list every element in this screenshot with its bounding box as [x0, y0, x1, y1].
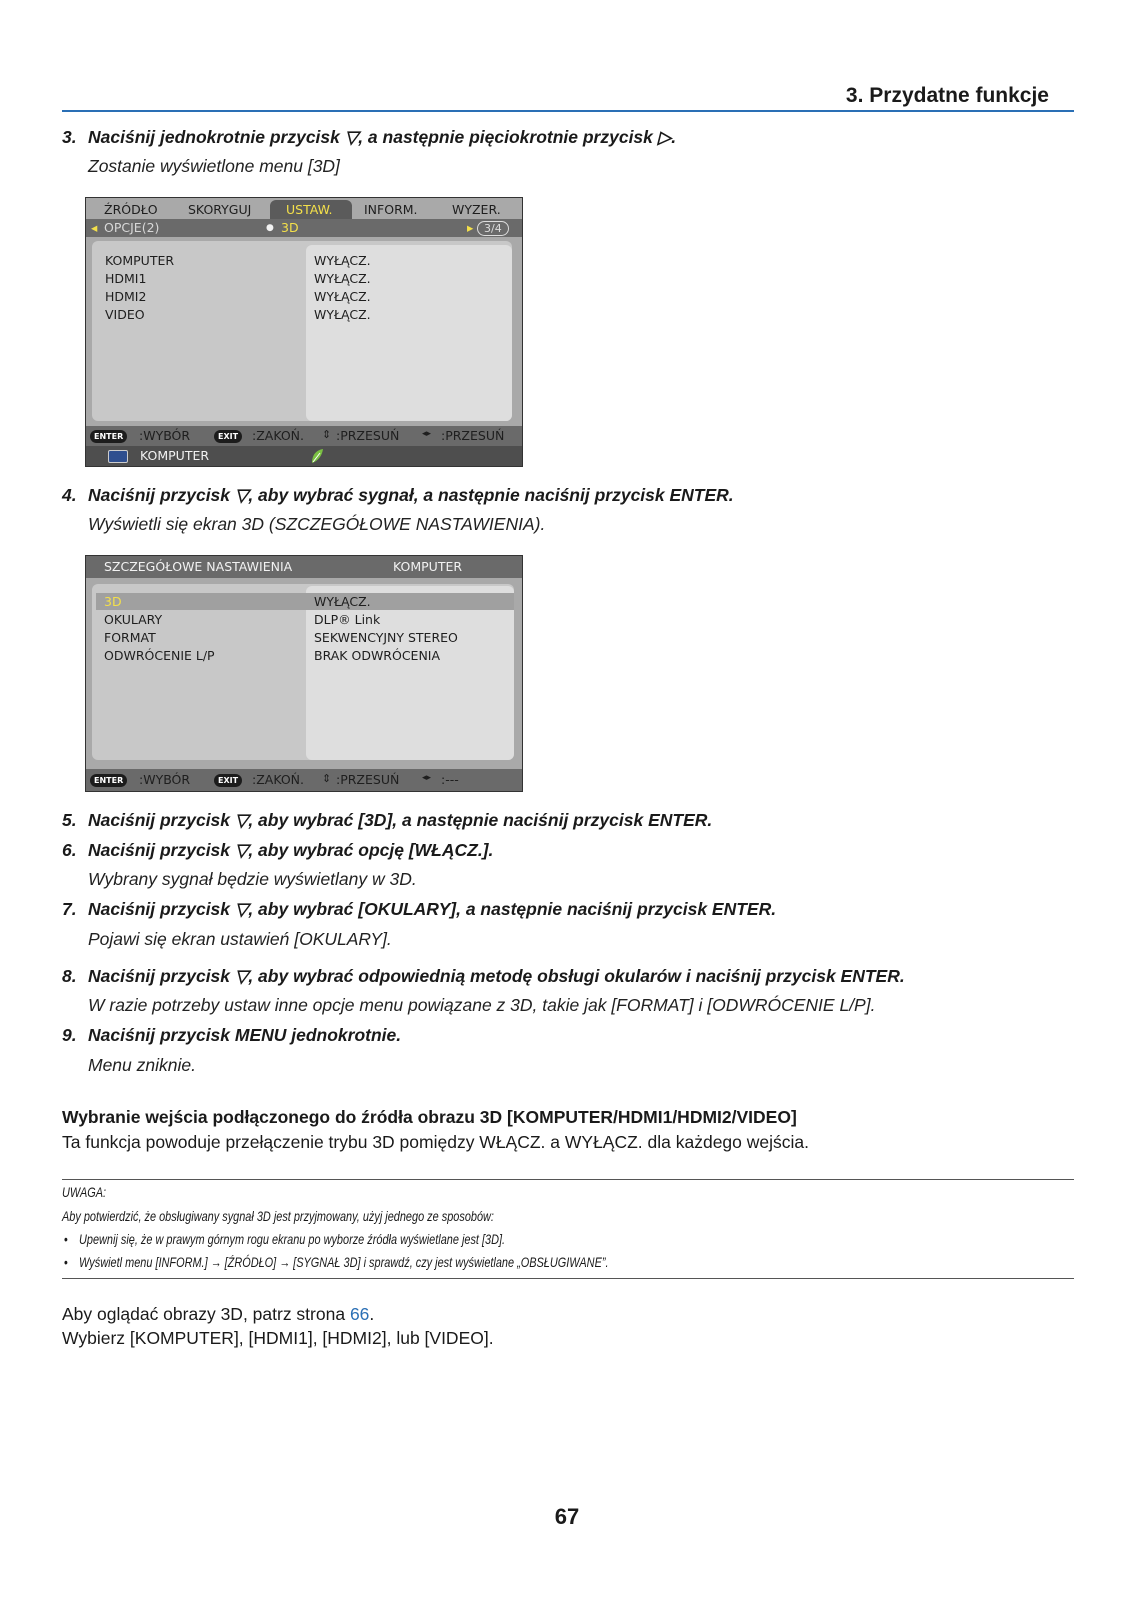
leaf-icon [310, 448, 324, 464]
exit-key-icon: EXIT [214, 774, 242, 787]
see-page-suffix: . [369, 1304, 375, 1324]
step-3-result: Zostanie wyświetlone menu [3D] [88, 156, 340, 176]
step-text: Naciśnij przycisk ▽, aby wybrać odpowiednią metodę obsługi okularów i naciśnij przycisk ENTER. [88, 966, 905, 986]
step-text: Naciśnij przycisk MENU jednokrotnie. [88, 1025, 402, 1045]
row-label-format[interactable]: FORMAT [104, 630, 156, 645]
page-link[interactable]: 66 [349, 1304, 370, 1324]
note-bullet-1: • [64, 1231, 68, 1247]
osd2-source: KOMPUTER [393, 559, 463, 574]
step-text: Naciśnij przycisk ▽, aby wybrać [3D], a następnie naciśnij przycisk ENTER. [88, 810, 713, 830]
step-number: 9. [62, 1025, 77, 1045]
row-label-computer[interactable]: KOMPUTER [105, 253, 175, 268]
step-text: Naciśnij przycisk ▽, aby wybrać sygnał, a następnie naciśnij przycisk ENTER. [88, 485, 734, 505]
step-6 [62, 840, 493, 861]
step-number: 5. [62, 810, 77, 830]
step-3 [62, 127, 676, 148]
row-label-glasses[interactable]: OKULARY [104, 612, 163, 627]
step-9 [62, 1025, 401, 1046]
step-9-result: Menu zniknie. [88, 1055, 196, 1075]
footer-move-label-2: :PRZESUŃ [441, 428, 505, 443]
page-number: 67 [554, 1504, 580, 1529]
row-value-format[interactable]: SEKWENCYJNY STEREO [314, 630, 458, 645]
subtab-right-arrow-icon[interactable]: ▸ [467, 220, 474, 235]
footer-move-label-2: :--- [441, 772, 459, 787]
row-label-hdmi1[interactable]: HDMI1 [105, 271, 147, 286]
see-page-line [62, 1304, 374, 1325]
header-divider [62, 110, 1074, 112]
tab-source[interactable]: ŹRÓDŁO [104, 202, 158, 217]
step-text: Naciśnij jednokrotnie przycisk ▽, a następnie pięciokrotnie przycisk ▷. [88, 127, 677, 147]
step-number: 8. [62, 966, 77, 986]
exit-key-icon: EXIT [214, 430, 242, 443]
select-inputs-line: Wybierz [KOMPUTER], [HDMI1], [HDMI2], lub [VIDEO]. [62, 1328, 494, 1348]
osd-detailed-settings [85, 555, 523, 792]
subtab-3d[interactable]: 3D [281, 220, 299, 235]
row-value-hdmi1[interactable]: WYŁĄCZ. [314, 271, 371, 286]
row-value-glasses[interactable]: DLP® Link [314, 612, 381, 627]
osd-menu-3d [85, 197, 523, 467]
footer-exit-label: :ZAKOŃ. [252, 428, 305, 443]
row-label-3d[interactable]: 3D [104, 594, 122, 609]
note-item-1: Upewnij się, że w prawym górnym rogu ekranu po wyborze źródła wyświetlane jest [3D]. [79, 1231, 506, 1247]
tab-reset[interactable]: WYZER. [452, 202, 501, 217]
note-bullet-2: • [64, 1254, 68, 1270]
footer-exit-label: :ZAKOŃ. [252, 772, 305, 787]
osd2-title: SZCZEGÓŁOWE NASTAWIENIA [104, 559, 293, 574]
row-label-lr-invert[interactable]: ODWRÓCENIE L/P [104, 648, 215, 663]
step-8 [62, 966, 905, 987]
step-number: 7. [62, 899, 77, 919]
section-body: Ta funkcja powoduje przełączenie trybu 3D pomiędzy WŁĄCZ. a WYŁĄCZ. dla każdego wejścia. [62, 1132, 810, 1152]
step-8-result: W razie potrzeby ustaw inne opcje menu powiązane z 3D, takie jak [FORMAT] i [ODWRÓCENIE L/P]. [88, 995, 876, 1015]
footer-move-label: :PRZESUŃ [336, 772, 400, 787]
tab-setup[interactable]: USTAW. [286, 202, 333, 217]
row-value-lr-invert[interactable]: BRAK ODWRÓCENIA [314, 648, 441, 663]
step-6-result: Wybrany sygnał będzie wyświetlany w 3D. [88, 869, 417, 889]
osd2-highlight-row [96, 593, 514, 610]
see-page-prefix: Aby oglądać obrazy 3D, patrz strona [62, 1304, 350, 1324]
row-value-computer[interactable]: WYŁĄCZ. [314, 253, 371, 268]
step-number: 6. [62, 840, 77, 860]
left-right-arrows-icon: ◂▸ [422, 429, 432, 439]
note-item-2: Wyświetl menu [INFORM.] → [ŹRÓDŁO] → [SYGNAŁ 3D] i sprawdź, czy jest wyświetlane „OBSŁUGIWANE”. [79, 1254, 609, 1270]
step-5 [62, 810, 712, 831]
note-bottom-rule [62, 1278, 1074, 1279]
footer-enter-label: :WYBÓR [139, 428, 191, 443]
row-value-video[interactable]: WYŁĄCZ. [314, 307, 371, 322]
note-label: UWAGA: [62, 1184, 107, 1200]
step-text: Naciśnij przycisk ▽, aby wybrać opcję [WŁĄCZ.]. [88, 840, 494, 860]
page-indicator: 3/4 [477, 221, 509, 236]
tab-info[interactable]: INFORM. [364, 202, 418, 217]
left-right-arrows-icon: ◂▸ [422, 773, 432, 783]
subtab-options2[interactable]: OPCJE(2) [104, 220, 160, 235]
footer-move-label: :PRZESUŃ [336, 428, 400, 443]
footer-enter-label: :WYBÓR [139, 772, 191, 787]
section-heading: Wybranie wejścia podłączonego do źródła obrazu 3D [KOMPUTER/HDMI1/HDMI2/VIDEO] [62, 1107, 797, 1127]
step-4-result: Wyświetli się ekran 3D (SZCZEGÓŁOWE NASTAWIENIA). [88, 514, 546, 534]
step-4 [62, 485, 734, 506]
monitor-icon [108, 450, 128, 463]
step-number: 4. [62, 485, 77, 505]
bullet-icon: ● [266, 223, 274, 233]
note-top-rule [62, 1179, 1074, 1180]
row-value-hdmi2[interactable]: WYŁĄCZ. [314, 289, 371, 304]
row-label-video[interactable]: VIDEO [105, 307, 145, 322]
status-source: KOMPUTER [140, 448, 210, 463]
tab-adjust[interactable]: SKORYGUJ [188, 202, 252, 217]
enter-key-icon: ENTER [90, 430, 127, 443]
enter-key-icon: ENTER [90, 774, 127, 787]
subtab-left-arrow-icon[interactable]: ◂ [91, 220, 98, 235]
section-title: 3. Przydatne funkcje [845, 84, 1049, 107]
row-value-3d[interactable]: WYŁĄCZ. [314, 594, 371, 609]
up-down-arrows-icon: ⇕ [322, 772, 332, 785]
step-number: 3. [62, 127, 77, 147]
row-label-hdmi2[interactable]: HDMI2 [105, 289, 147, 304]
step-text: Naciśnij przycisk ▽, aby wybrać [OKULARY], a następnie naciśnij przycisk ENTER. [88, 899, 777, 919]
note-intro: Aby potwierdzić, że obsługiwany sygnał 3D jest przyjmowany, użyj jednego ze sposobów: [62, 1208, 494, 1224]
up-down-arrows-icon: ⇕ [322, 428, 332, 441]
step-7 [62, 899, 776, 920]
step-7-result: Pojawi się ekran ustawień [OKULARY]. [88, 929, 392, 949]
